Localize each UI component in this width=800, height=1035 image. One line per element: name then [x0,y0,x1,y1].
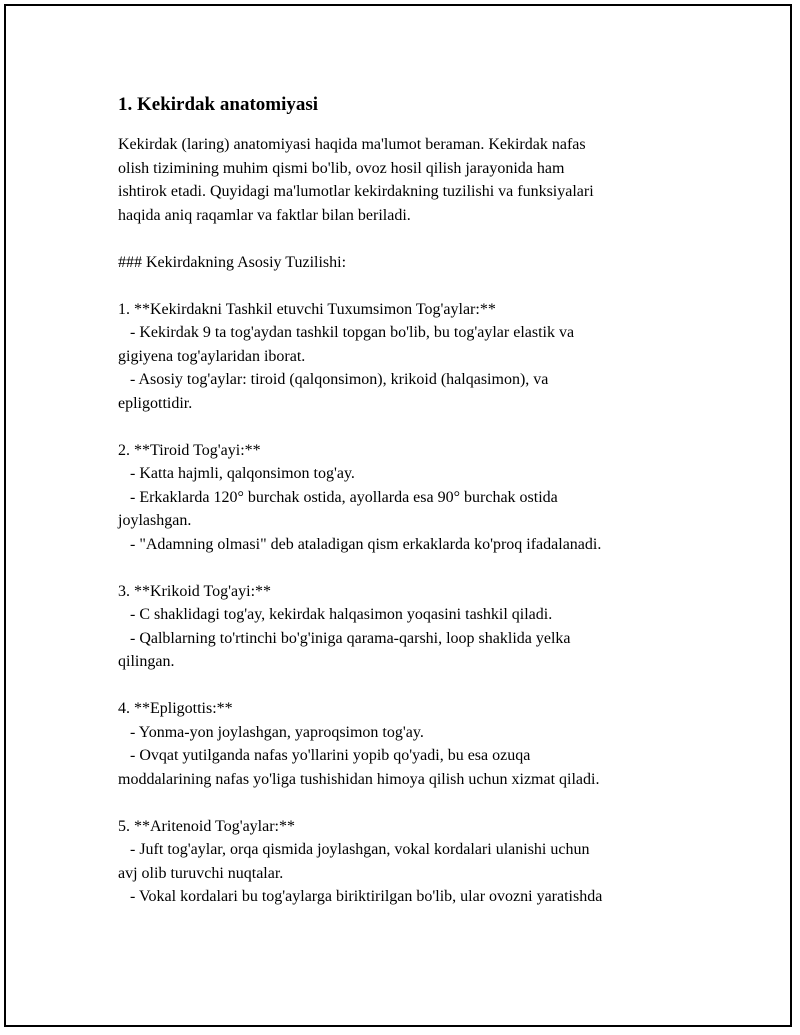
blank-line [118,674,688,698]
document-text [118,133,688,909]
text-line: - Katta hajmli, qalqonsimon tog'ay. [118,465,355,482]
text-line: - "Adamning olmasi" deb ataladigan qism erkaklarda ko'proq ifadalanadi. [118,535,602,553]
text-line: joylashgan. [118,512,192,529]
text-line: 4. **Epligottis:** [118,700,233,717]
text-line: olish tizimining muhim qismi bo'lib, ovoz hosil qilish jarayonida ham [118,159,565,177]
text-line: - Yonma-yon joylashgan, yaproqsimon tog'ay. [118,723,424,741]
text-line: - Vokal kordalari bu tog'aylarga biriktirilgan bo'lib, ular ovozni yaratishda [118,888,603,905]
text-line: haqida aniq raqamlar va faktlar bilan beriladi. [118,206,411,224]
text-line: - Ovqat yutilganda nafas yo'llarini yopib qo'yadi, bu esa ozuqa [118,747,531,764]
text-line: - Juft tog'aylar, orqa qismida joylashgan, vokal kordalari ulanishi uchun [118,841,590,858]
text-line: - Kekirdak 9 ta tog'aydan tashkil topgan bo'lib, bu tog'aylar elastik va [118,324,575,341]
blank-line [118,556,688,580]
text-line: moddalarining nafas yo'liga tushishidan himoya qilish uchun xizmat qiladi. [118,770,600,788]
text-line: ishtirok etadi. Quyidagi ma'lumotlar kekirdakning tuzilishi va funksiyalari [118,183,594,200]
text-line: avj olib turuvchi nuqtalar. [118,864,284,882]
text-line: - Qalblarning to'rtinchi bo'g'iniga qarama-qarshi, loop shaklida yelka [118,629,571,647]
text-line: ### Kekirdakning Asosiy Tuzilishi: [118,253,347,271]
text-line: Kekirdak (laring) anatomiyasi haqida ma'lumot beraman. Kekirdak nafas [118,136,586,153]
blank-line [118,274,688,298]
text-line: 2. **Tiroid Tog'ayi:** [118,441,261,459]
document-body [118,92,688,909]
blank-line [118,415,688,439]
text-line: - Asosiy tog'aylar: tiroid (qalqonsimon), krikoid (halqasimon), va [118,371,549,388]
text-line: qilingan. [118,653,175,670]
text-line: - Erkaklarda 120° burchak ostida, ayollarda esa 90° burchak ostida [118,488,558,506]
document-title: 1. Kekirdak anatomiyasi [118,94,319,115]
text-line: 1. **Kekirdakni Tashkil etuvchi Tuxumsimon Tog'aylar:** [118,300,496,318]
text-line: 5. **Aritenoid Tog'aylar:** [118,817,295,835]
text-line: 3. **Krikoid Tog'ayi:** [118,582,272,600]
text-line: gigiyena tog'aylaridan iborat. [118,347,306,365]
text-line: epligottidir. [118,394,193,412]
text-line: - C shaklidagi tog'ay, kekirdak halqasimon yoqasini tashkil qiladi. [118,606,553,623]
blank-line [118,791,688,815]
blank-line [118,227,688,251]
